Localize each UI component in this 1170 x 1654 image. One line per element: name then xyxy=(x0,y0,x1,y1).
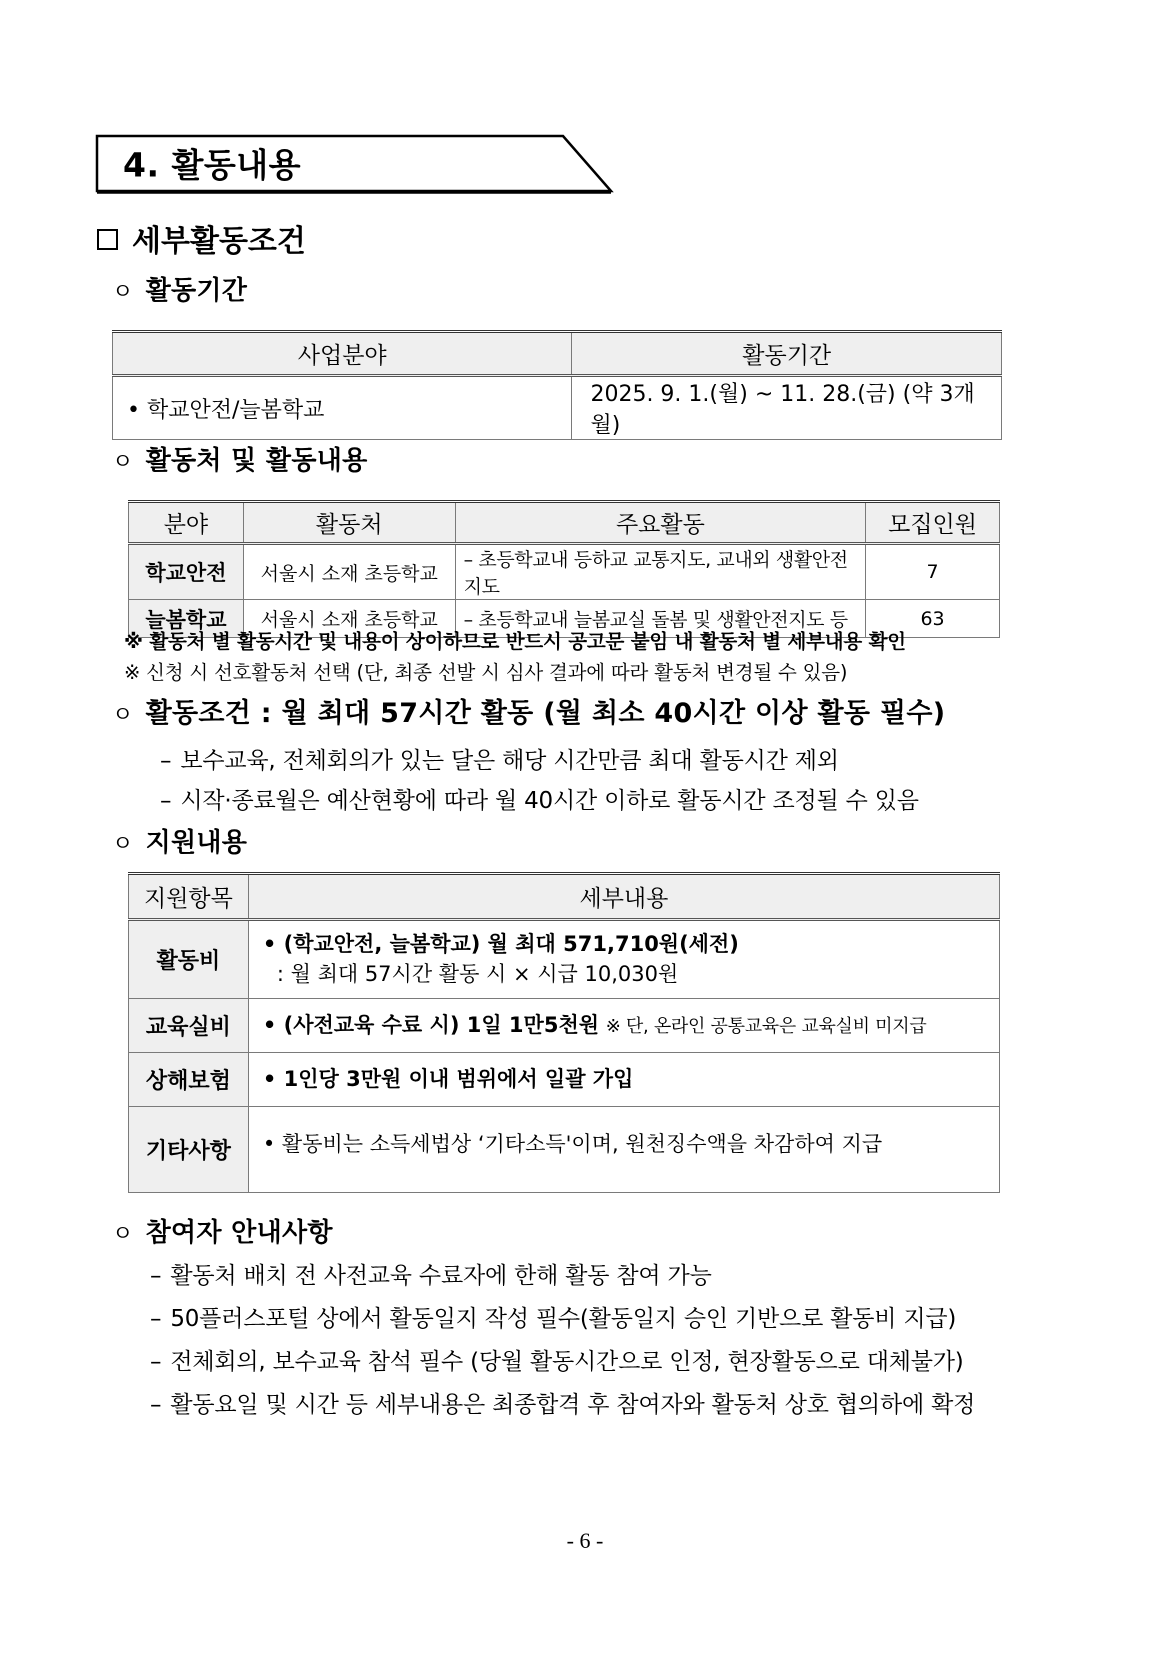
dash-bullet-icon: – xyxy=(150,1392,162,1418)
heading-place-label: 활동처 및 활동내용 xyxy=(145,446,368,476)
place-field-cell: 학교안전 xyxy=(129,544,244,600)
place-note-2: ※ 신청 시 선호활동처 선택 (단, 최종 선발 시 심사 결과에 따라 활동처 변경될 수 있음) xyxy=(124,661,848,684)
place-activity-cell: – 초등학교내 늘봄교실 돌봄 및 생활안전지도 등 xyxy=(455,600,866,638)
support-table xyxy=(128,872,1000,1193)
support-field-cell: 기타사항 xyxy=(129,1106,249,1192)
heading-support-label: 지원내용 xyxy=(145,828,248,858)
circle-bullet-icon: ㅇ xyxy=(112,450,134,475)
section-banner xyxy=(95,133,615,195)
period-field-cell: • 학교안전/늘봄학교 xyxy=(113,376,572,440)
condition-item xyxy=(160,742,839,775)
guide-item xyxy=(150,1300,956,1333)
support-detail-note: ※ 단, 온라인 공통교육은 교육실비 미지급 xyxy=(605,1016,927,1038)
support-field-cell: 활동비 xyxy=(129,920,249,999)
support-detail-line1: • 활동비는 소득세법상 ‘기타소득'이며, 원천징수액을 차감하여 지급 xyxy=(262,1131,883,1156)
table-header-row xyxy=(113,332,1002,376)
place-note-1: ※ 활동처 별 활동시간 및 내용이 상이하므로 반드시 공고문 붙임 내 활동처 별 세부내용 확인 xyxy=(124,630,906,653)
table-header-row xyxy=(129,874,1000,920)
dash-bullet-icon: – xyxy=(150,1349,162,1375)
condition-item-label: 보수교육, 전체회의가 있는 달은 해당 시간만큼 최대 활동시간 제외 xyxy=(180,748,839,774)
dash-bullet-icon: – xyxy=(150,1263,162,1289)
table-row xyxy=(129,1052,1000,1106)
support-detail-line1: • (사전교육 수료 시) 1일 1만5천원 xyxy=(262,1013,600,1038)
support-col-item: 지원항목 xyxy=(129,874,249,920)
guide-item-label: 전체회의, 보수교육 참석 필수 (당월 활동시간으로 인정, 현장활동으로 대체불가) xyxy=(170,1349,964,1375)
circle-bullet-icon: ㅇ xyxy=(112,1222,134,1247)
support-detail-line1: • (학교안전, 늘봄학교) 월 최대 571,710원(세전) xyxy=(262,932,739,956)
period-col-value: 활동기간 xyxy=(572,332,1002,376)
table-row xyxy=(129,1106,1000,1192)
place-field-cell: 늘봄학교 xyxy=(129,600,244,638)
dash-bullet-icon: – xyxy=(150,1306,162,1332)
guide-item-label: 50플러스포털 상에서 활동일지 작성 필수(활동일지 승인 기반으로 활동비 지급) xyxy=(170,1306,957,1332)
table-header-row xyxy=(129,502,1000,544)
support-detail-cell xyxy=(248,1052,999,1106)
banner-title: 4. 활동내용 xyxy=(123,145,301,185)
heading-condition xyxy=(112,691,945,730)
support-detail-cell xyxy=(248,1106,999,1192)
place-col-activity: 주요활동 xyxy=(455,502,866,544)
place-col-place: 활동처 xyxy=(243,502,455,544)
place-table xyxy=(128,500,1000,638)
page-number: - 6 - xyxy=(566,1528,604,1553)
heading-period xyxy=(112,270,247,307)
place-count-cell: 7 xyxy=(866,544,1000,600)
section-heading xyxy=(97,216,306,260)
circle-bullet-icon: ㅇ xyxy=(112,280,134,305)
period-table xyxy=(112,330,1002,440)
place-col-field: 분야 xyxy=(129,502,244,544)
support-col-detail: 세부내용 xyxy=(248,874,999,920)
guide-item-label: 활동요일 및 시간 등 세부내용은 최종합격 후 참여자와 활동처 상호 협의하에 확정 xyxy=(170,1392,976,1418)
heading-support xyxy=(112,822,247,859)
place-place-cell: 서울시 소재 초등학교 xyxy=(243,600,455,638)
period-value-cell: 2025. 9. 1.(월) ~ 11. 28.(금) (약 3개월) xyxy=(572,376,1002,440)
heading-period-label: 활동기간 xyxy=(145,276,248,306)
heading-guide xyxy=(112,1212,333,1249)
square-bullet-icon xyxy=(97,229,118,250)
circle-bullet-icon: ㅇ xyxy=(112,703,134,728)
guide-item xyxy=(150,1257,712,1290)
guide-item xyxy=(150,1343,964,1376)
support-detail-line1: • 1인당 3만원 이내 범위에서 일괄 가입 xyxy=(262,1067,634,1092)
table-row xyxy=(129,544,1000,600)
section-heading-label: 세부활동조건 xyxy=(132,224,306,259)
period-col-field: 사업분야 xyxy=(113,332,572,376)
guide-item xyxy=(150,1386,975,1419)
heading-guide-label: 참여자 안내사항 xyxy=(145,1218,333,1248)
support-detail-line2: : 월 최대 57시간 활동 시 × 시급 10,030원 xyxy=(276,962,679,987)
support-detail-cell xyxy=(248,998,999,1052)
condition-item xyxy=(160,782,919,815)
guide-item-label: 활동처 배치 전 사전교육 수료자에 한해 활동 참여 가능 xyxy=(170,1263,712,1289)
dash-bullet-icon: – xyxy=(160,788,172,814)
place-place-cell: 서울시 소재 초등학교 xyxy=(243,544,455,600)
support-field-cell: 교육실비 xyxy=(129,998,249,1052)
table-row xyxy=(129,920,1000,999)
place-col-count: 모집인원 xyxy=(866,502,1000,544)
place-count-cell: 63 xyxy=(866,600,1000,638)
condition-item-label: 시작·종료월은 예산현황에 따라 월 40시간 이하로 활동시간 조정될 수 있음 xyxy=(180,788,919,814)
circle-bullet-icon: ㅇ xyxy=(112,832,134,857)
table-row xyxy=(129,998,1000,1052)
dash-bullet-icon: – xyxy=(160,748,172,774)
heading-place xyxy=(112,440,368,477)
support-detail-cell xyxy=(248,920,999,999)
heading-condition-label: 활동조건 : 월 최대 57시간 활동 (월 최소 40시간 이상 활동 필수) xyxy=(145,698,946,729)
support-field-cell: 상해보험 xyxy=(129,1052,249,1106)
table-row xyxy=(113,376,1002,440)
place-activity-cell: – 초등학교내 등하교 교통지도, 교내외 생활안전지도 xyxy=(455,544,866,600)
